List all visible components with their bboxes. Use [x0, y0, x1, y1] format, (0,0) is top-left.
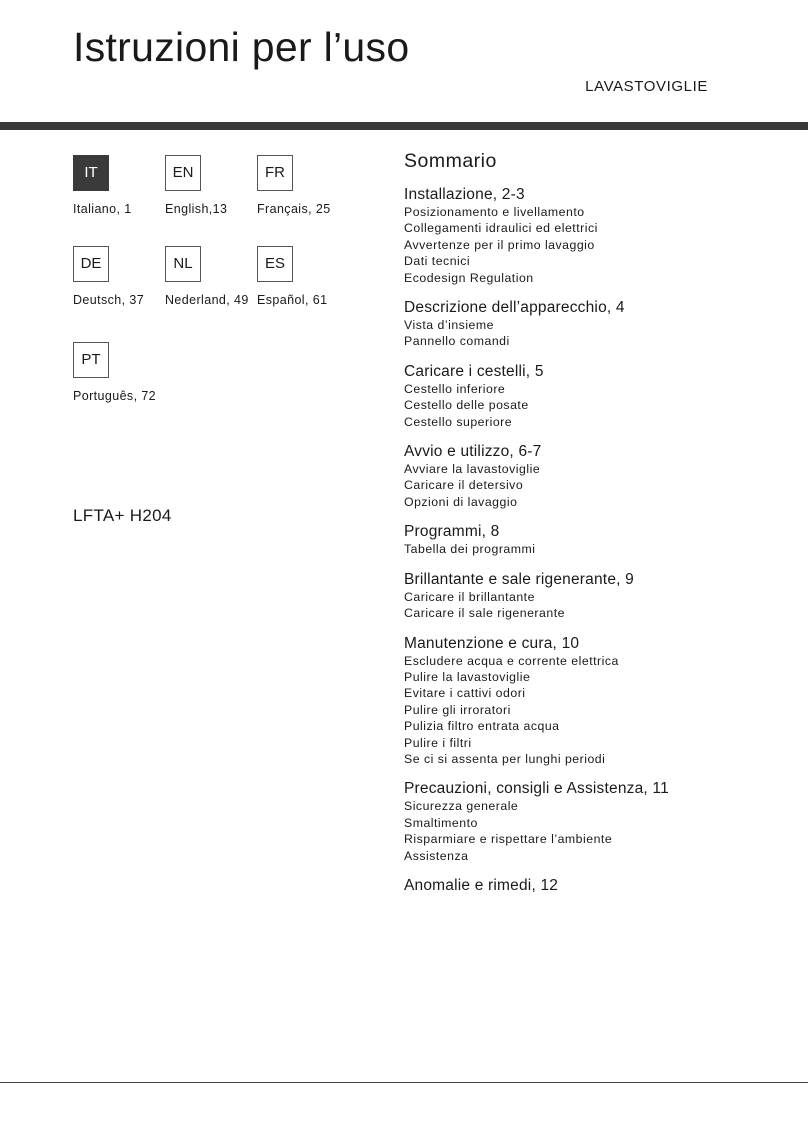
language-code-box: DE	[73, 246, 109, 282]
toc-item[interactable]: Pulire i filtri	[404, 735, 472, 750]
language-code-box: IT	[73, 155, 109, 191]
toc-item[interactable]: Cestello superiore	[404, 414, 513, 429]
toc-section-title[interactable]: Caricare i cestelli, 5	[404, 362, 544, 380]
toc-item[interactable]: Smaltimento	[404, 815, 478, 830]
toc-section-descrizione	[404, 298, 794, 350]
toc-section-cestelli	[404, 362, 794, 430]
toc-section-title[interactable]: Avvio e utilizzo, 6-7	[404, 443, 542, 461]
language-it[interactable]	[73, 155, 165, 216]
toc-section-title[interactable]: Brillantante e sale rigenerante, 9	[404, 570, 634, 588]
language-fr[interactable]	[257, 155, 349, 216]
toc-item[interactable]: Cestello delle posate	[404, 398, 529, 413]
toc-item[interactable]: Vista d’insieme	[404, 318, 494, 333]
toc-section-title[interactable]: Programmi, 8	[404, 523, 500, 541]
toc-item[interactable]: Pulire gli irroratori	[404, 702, 511, 717]
toc-item[interactable]: Pulire la lavastoviglie	[404, 669, 531, 684]
language-label: Italiano, 1	[73, 202, 132, 216]
toc-item[interactable]: Caricare il detersivo	[404, 478, 524, 493]
toc-item[interactable]: Tabella dei programmi	[404, 542, 536, 557]
toc-item[interactable]: Evitare i cattivi odori	[404, 686, 526, 701]
toc-item[interactable]: Caricare il sale rigenerante	[404, 606, 565, 621]
toc-item[interactable]: Caricare il brillantante	[404, 589, 535, 604]
toc-item[interactable]: Escludere acqua e corrente elettrica	[404, 653, 619, 668]
toc-item[interactable]: Se ci si assenta per lunghi periodi	[404, 751, 606, 766]
toc-item[interactable]: Sicurezza generale	[404, 799, 519, 814]
toc-section-title[interactable]: Descrizione dell’apparecchio, 4	[404, 299, 625, 317]
toc-section-title[interactable]: Anomalie e rimedi, 12	[404, 876, 559, 894]
header-divider-bar	[0, 122, 808, 130]
toc-section-title[interactable]: Manutenzione e cura, 10	[404, 634, 580, 652]
footer-divider	[0, 1082, 808, 1083]
language-es[interactable]	[257, 246, 349, 307]
language-label: Português, 72	[73, 389, 157, 403]
page-title: Istruzioni per l’uso	[73, 24, 410, 70]
toc-section-brillantante	[404, 570, 794, 622]
table-of-contents	[404, 150, 794, 907]
language-en[interactable]	[165, 155, 257, 216]
language-code-box: NL	[165, 246, 201, 282]
toc-item[interactable]: Pannello comandi	[404, 334, 510, 349]
language-de[interactable]	[73, 246, 165, 307]
language-code-box: PT	[73, 342, 109, 378]
toc-section-installazione	[404, 185, 794, 286]
language-label: Español, 61	[257, 293, 328, 307]
toc-item[interactable]: Avvertenze per il primo lavaggio	[404, 237, 595, 252]
toc-section-precauzioni	[404, 779, 794, 864]
model-number: LFTA+ H204	[73, 506, 172, 525]
toc-item[interactable]: Cestello inferiore	[404, 381, 506, 396]
toc-item[interactable]: Opzioni di lavaggio	[404, 494, 518, 509]
language-pt[interactable]	[73, 342, 165, 403]
language-label: Français, 25	[257, 202, 331, 216]
toc-item[interactable]: Risparmiare e rispettare l’ambiente	[404, 832, 613, 847]
toc-section-programmi	[404, 522, 794, 557]
toc-item[interactable]: Dati tecnici	[404, 254, 471, 269]
toc-section-anomalie	[404, 876, 794, 895]
toc-section-title[interactable]: Precauzioni, consigli e Assistenza, 11	[404, 780, 669, 798]
toc-section-title[interactable]: Installazione, 2-3	[404, 186, 525, 203]
toc-item[interactable]: Avviare la lavastoviglie	[404, 462, 541, 477]
toc-item[interactable]: Posizionamento e livellamento	[404, 205, 585, 219]
toc-item[interactable]: Ecodesign Regulation	[404, 270, 534, 285]
language-code-box: EN	[165, 155, 201, 191]
toc-section-avvio	[404, 442, 794, 510]
toc-item[interactable]: Pulizia filtro entrata acqua	[404, 719, 560, 734]
toc-item[interactable]: Collegamenti idraulici ed elettrici	[404, 221, 598, 236]
toc-title: Sommario	[404, 150, 497, 172]
language-label: Deutsch, 37	[73, 293, 145, 307]
language-code-box: FR	[257, 155, 293, 191]
language-code-box: ES	[257, 246, 293, 282]
language-label: Nederland, 49	[165, 293, 249, 307]
toc-item[interactable]: Assistenza	[404, 848, 469, 863]
language-nl[interactable]	[165, 246, 257, 307]
product-category: LAVASTOVIGLIE	[585, 78, 708, 95]
toc-section-manutenzione	[404, 634, 794, 768]
language-label: English,13	[165, 202, 228, 216]
